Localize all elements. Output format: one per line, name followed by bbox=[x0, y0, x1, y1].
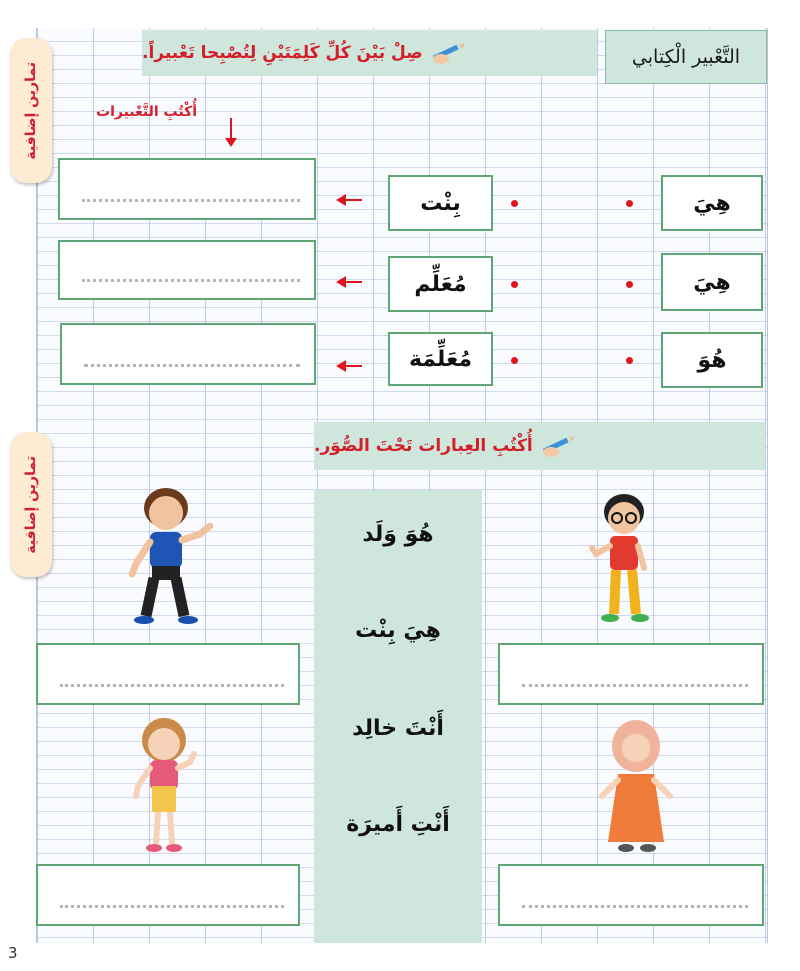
exercise1-instruction: صِلْ بَيْنَ كُلِّ كَلِمَتَيْنِ لِتُصْبِحا تَعْبيراً. bbox=[142, 43, 423, 63]
hand-pencil-icon bbox=[431, 41, 471, 65]
answer-box-3[interactable] bbox=[60, 323, 316, 385]
dotted-line bbox=[522, 684, 748, 687]
dotted-line bbox=[60, 684, 284, 687]
word-box-1: بِنْت bbox=[388, 175, 493, 231]
exercise2-instruction: أُكْتُبِ العِبارات تَحْتَ الصُّوَر. bbox=[314, 436, 533, 456]
side-tab-extra-exercises-1[interactable] bbox=[10, 38, 52, 183]
pronoun-box-3: هُوَ bbox=[661, 332, 763, 388]
boy-glasses-illustration bbox=[580, 484, 670, 629]
write-hint-label: أُكْتُبِ التَّعْبيرات bbox=[96, 104, 198, 120]
exercise2-instruction-banner bbox=[314, 422, 765, 470]
phrase-1: هُوَ وَلَد bbox=[362, 522, 434, 547]
write-hint-arrowhead bbox=[225, 138, 237, 147]
dotted-line bbox=[522, 905, 748, 908]
answer-box-2[interactable] bbox=[58, 240, 316, 300]
girl-waving-illustration bbox=[124, 710, 208, 858]
picture-answer-box-3[interactable] bbox=[36, 864, 300, 926]
match-dot[interactable] bbox=[511, 357, 518, 364]
match-dot[interactable] bbox=[626, 281, 633, 288]
match-dot[interactable] bbox=[626, 200, 633, 207]
arrow-left bbox=[338, 281, 362, 283]
dotted-line bbox=[82, 279, 300, 282]
phrase-4: أَنْتِ أَميرَة bbox=[346, 812, 450, 837]
phrase-3: أَنْتَ خالِد bbox=[352, 716, 444, 741]
side-tab-extra-exercises-2[interactable] bbox=[10, 432, 52, 577]
exercise1-instruction-banner bbox=[142, 30, 597, 76]
match-dot[interactable] bbox=[511, 200, 518, 207]
match-dot[interactable] bbox=[626, 357, 633, 364]
pronoun-box-2: هِيَ bbox=[661, 253, 763, 311]
write-hint-arrow bbox=[230, 118, 232, 140]
girl-hijab-illustration bbox=[592, 712, 680, 857]
pronoun-box-1: هِيَ bbox=[661, 175, 763, 231]
side-tab-label: تمارين إضافية bbox=[23, 455, 39, 554]
section-title: التَّعْبير الْكِتابي bbox=[605, 30, 767, 84]
match-dot[interactable] bbox=[511, 281, 518, 288]
dotted-line bbox=[82, 199, 300, 202]
arrow-left bbox=[338, 365, 362, 367]
phrase-2: هِيَ بِنْت bbox=[355, 618, 441, 643]
picture-answer-box-4[interactable] bbox=[498, 864, 764, 926]
picture-answer-box-2[interactable] bbox=[498, 643, 764, 705]
side-tab-label: تمارين إضافية bbox=[23, 61, 39, 160]
dotted-line bbox=[84, 364, 300, 367]
phrases-column bbox=[314, 490, 482, 943]
word-box-2: مُعَلِّم bbox=[388, 256, 493, 312]
arrow-left bbox=[338, 199, 362, 201]
boy-waving-illustration bbox=[118, 478, 218, 628]
hand-pencil-icon bbox=[541, 434, 581, 458]
answer-box-1[interactable] bbox=[58, 158, 316, 220]
picture-answer-box-1[interactable] bbox=[36, 643, 300, 705]
page-number: 3 bbox=[8, 944, 18, 962]
word-box-3: مُعَلِّمَة bbox=[388, 332, 493, 386]
dotted-line bbox=[60, 905, 284, 908]
